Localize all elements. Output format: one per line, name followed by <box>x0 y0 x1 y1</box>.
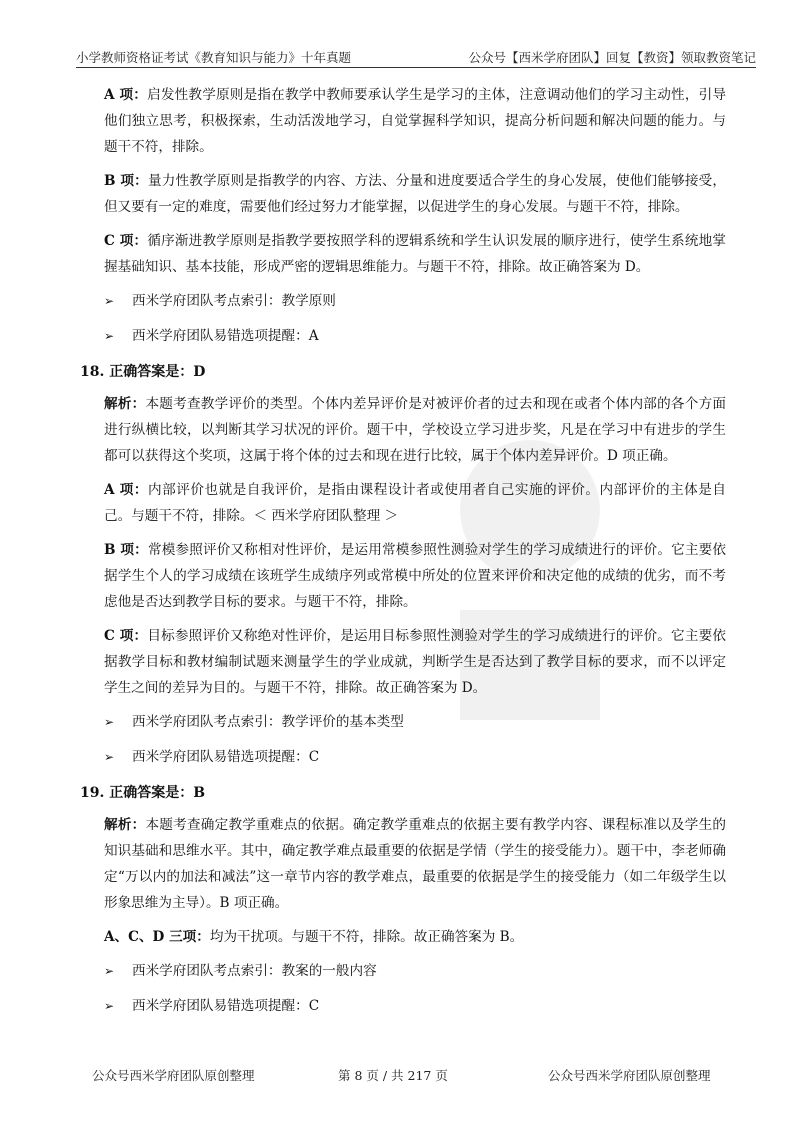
option-label: C 项： <box>104 628 148 644</box>
header-promo: 公众号【西米学府团队】回复【教资】领取教资笔记 <box>468 50 756 65</box>
bullet-item <box>104 288 726 314</box>
option-text: 量力性教学原则是指教学的内容、方法、分量和进度要适合学生的身心发展，使他们能够接受，但又要有一定的难度，需要他们经过努力才能掌握，以促进学生的身心发展。与题干不符，排除。 <box>104 173 726 215</box>
question-19-answer: 19. 正确答案是：B <box>80 785 206 801</box>
bullet-text: 西米学府团队易错选项提醒：C <box>132 749 320 765</box>
analysis-label: 解析： <box>104 396 146 412</box>
q18-option-c <box>104 623 726 701</box>
bullet-item <box>104 744 726 770</box>
option-label: A 项： <box>104 87 148 103</box>
arrowhead-right-icon: ➢ <box>104 964 115 978</box>
bullet-text: 西米学府团队考点索引：教案的一般内容 <box>132 963 377 979</box>
option-label: A 项： <box>104 482 149 498</box>
footer-right: 公众号西米学府团队原创整理 <box>548 1068 711 1083</box>
analysis-text: 本题考查确定教学重难点的依据。确定教学重难点的依据主要有教学内容、课程标准以及学生的知识基础和思维水平。其中，确定教学难点最重要的依据是学情（学生的接受能力）。题干中，李老师确定“万以内的加法和减法”这一章节内容的教学难点，最重要的依据是学生的接受能力（如二年级学生以形象思维为主导）。B 项正确。 <box>104 817 726 911</box>
header-title: 小学教师资格证考试《教育知识与能力》十年真题 <box>76 50 352 65</box>
arrowhead-right-icon: ➢ <box>104 329 115 343</box>
option-label: A、C、D 三项： <box>104 929 210 945</box>
q18-option-b <box>104 537 726 615</box>
arrowhead-right-icon: ➢ <box>104 999 115 1013</box>
bullet-item <box>104 993 726 1019</box>
option-text: 均为干扰项。与题干不符，排除。故正确答案为 B。 <box>209 929 524 945</box>
option-text: 常模参照评价又称相对性评价，是运用常模参照性测验对学生的学习成绩进行的评价。它主要依据学生个人的学习成绩在该班学生成绩序列或常模中所处的位置来评价和决定他的成绩的优劣，而不考虑他是否达到教学目标的要求。与题干不符，排除。 <box>104 542 726 610</box>
page-number: 第 8 页 / 共 217 页 <box>338 1068 448 1083</box>
q18-option-a <box>104 477 726 529</box>
arrowhead-right-icon: ➢ <box>104 750 115 764</box>
option-a-explanation <box>104 82 726 160</box>
option-b-explanation <box>104 168 726 220</box>
option-label: B 项： <box>104 173 148 189</box>
bullet-text: 西米学府团队考点索引：教学评价的基本类型 <box>132 714 404 730</box>
analysis-label: 解析： <box>104 817 146 833</box>
analysis-text: 本题考查教学评价的类型。个体内差异评价是对被评价者的过去和现在或者个体内部的各个方面进行纵横比较，以判断其学习状况的评价。题干中，学校设立学习进步奖，凡是在学习中有进步的学生都可以获得这个奖项，这属于将个体的过去和现在进行比较，属于个体内差异评价。D 项正确。 <box>104 396 726 464</box>
option-label: B 项： <box>104 542 148 558</box>
header-divider <box>76 67 756 68</box>
page-header <box>0 46 800 66</box>
bullet-item <box>104 709 726 735</box>
bullet-item <box>104 958 726 984</box>
option-text: 内部评价也就是自我评价，是指由课程设计者或使用者自己实施的评价。内部评价的主体是自己。与题干不符，排除。＜ 西米学府团队整理 ＞ <box>104 482 726 524</box>
bullet-text: 西米学府团队易错选项提醒：C <box>132 998 320 1014</box>
footer-left: 公众号西米学府团队原创整理 <box>92 1068 255 1083</box>
arrowhead-right-icon: ➢ <box>104 715 115 729</box>
option-text: 目标参照评价又称绝对性评价，是运用目标参照性测验对学生的学习成绩进行的评价。它主要依据教学目标和教材编制试题来测量学生的学业成就，判断学生是否达到了教学目标的要求，而不以评定学生之间的差异为目的。与题干不符，排除。故正确答案为 D。 <box>104 628 726 696</box>
option-label: C 项： <box>104 233 148 249</box>
document-body <box>80 82 727 1028</box>
bullet-item <box>104 323 726 349</box>
q18-analysis <box>104 391 726 469</box>
question-18-answer: 18. 正确答案是：D <box>80 364 206 380</box>
bullet-text: 西米学府团队易错选项提醒：A <box>132 328 319 344</box>
option-text: 循序渐进教学原则是指教学要按照学科的逻辑系统和学生认识发展的顺序进行，使学生系统地掌握基础知识、基本技能，形成严密的逻辑思维能力。与题干不符，排除。故正确答案为 D。 <box>104 233 726 275</box>
bullet-text: 西米学府团队考点索引：教学原则 <box>132 293 336 309</box>
option-c-explanation <box>104 228 726 280</box>
q19-options-acd <box>104 924 726 950</box>
q19-analysis <box>104 812 726 916</box>
option-text: 启发性教学原则是指在教学中教师要承认学生是学习的主体，注意调动他们的学习主动性，引导他们独立思考，积极探索，生动活泼地学习，自觉掌握科学知识，提高分析问题和解决问题的能力。与题干不符，排除。 <box>104 87 727 155</box>
arrowhead-right-icon: ➢ <box>104 294 115 308</box>
